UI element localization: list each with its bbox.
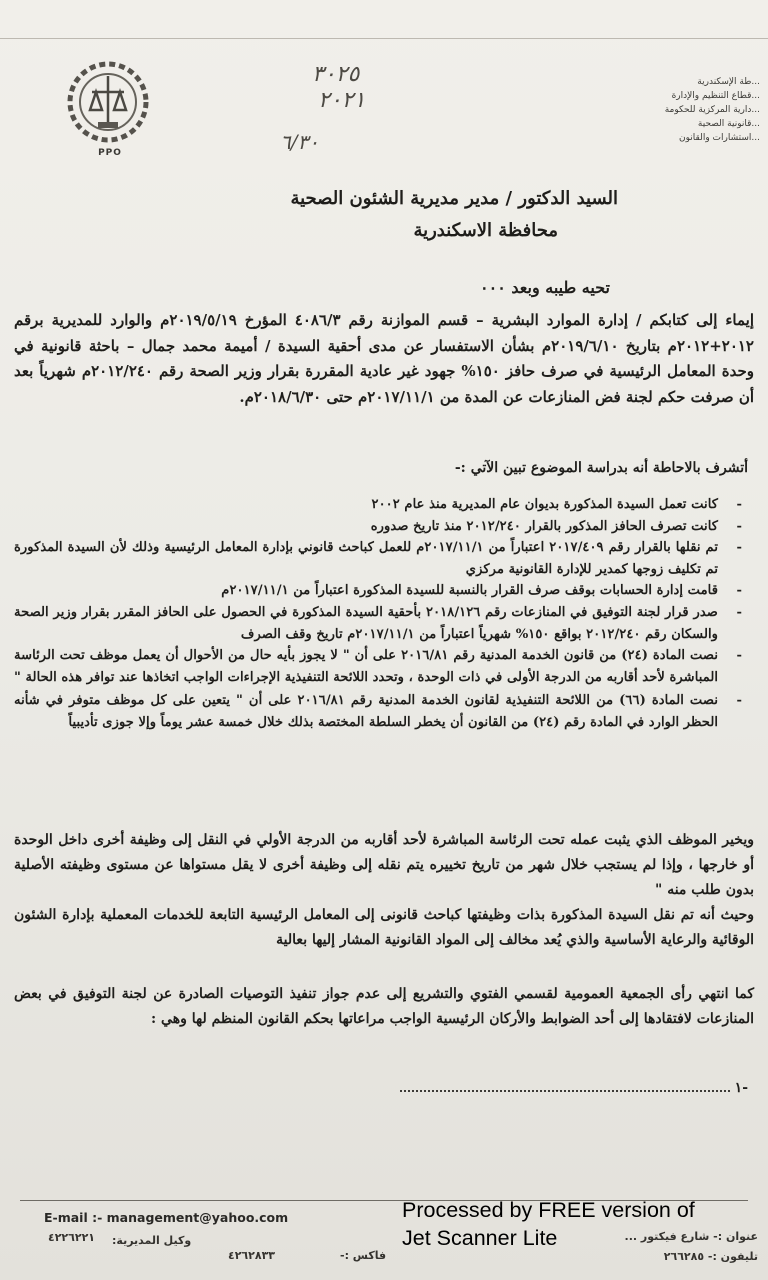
org-line: ...دارية المركزية للحكومة (664, 105, 760, 115)
list-number: -١ (734, 1080, 748, 1096)
list-item: - تم نقلها بالقرار رقم ٢٠١٧/٤٠٩ اعتباراً من ٢٠١٧/١١/١م للعمل كباحث قانوني بإدارة المعامل الرئيسية وذلك لأن السيدة المذكورة تم تكليف زوجها كمدير للإدارة القانونية مركزي (14, 540, 742, 577)
org-line: ...قطاع التنظيم والإدارة (671, 91, 760, 101)
dotted-fill-line (400, 1090, 730, 1092)
org-line: ...طة الإسكندرية (697, 77, 760, 87)
list-item: - نصت المادة (٦٦) من اللائحة التنفيذية لقانون الخدمة المدنية رقم ٢٠١٦/٨١ على أن " يتعين على كل موظف متوفر في شأنه الحظر الوارد في المادة رقم (٢٤) من القانون أن يخطر السلطة المختصة بذلك خلال خمسة عشر يوماً وإلا جوزى تأديبياً (14, 693, 742, 730)
page-edge-line (0, 38, 768, 39)
list-item-text: نصت المادة (٦٦) من اللائحة التنفيذية لقانون الخدمة المدنية رقم ٢٠١٦/٨١ على أن " يتعين على كل موظف متوفر في شأنه الحظر الوارد في المادة رقم (٢٤) من القانون أن يخطر السلطة المختصة بذلك خلال خمسة عشر يوماً وإلا جوزى تأديبياً (14, 693, 718, 730)
body-paragraph: ويخير الموظف الذي يثبت عمله تحت الرئاسة المباشرة لأحد أقاربه من الدرجة الأولي في النقل إلى وظيفة أخرى داخل الوحدة أو خارجها ، وإذا لم يستجب خلال شهر من تاريخ تخييره يتم نقله إلى وظيفة أخرى لا يقل مستواها عن مستوى وظيفته الأصلية بدون طلب منه " (14, 832, 754, 898)
list-item: - قامت إدارة الحسابات بوقف صرف القرار بالنسبة للسيدة المذكورة اعتباراً من ٢٠١٧/١١/١م (221, 583, 742, 599)
handwritten-number: ٣٠٢٥ (312, 62, 360, 87)
handwritten-number: ٦/٣٠ (280, 130, 319, 154)
footer-address: عنوان :- شارع فيكتور ... (624, 1230, 758, 1243)
findings-lead: أتشرف بالاحاطة أنه بدراسة الموضوع تبين الآتي :- (454, 460, 748, 476)
greeting: تحيه طيبه وبعد ٠٠٠ (480, 278, 610, 297)
addressee-line: السيد الدكتور / مدير مديرية الشئون الصحية (290, 188, 618, 209)
list-item: - كانت تعمل السيدة المذكورة بديوان عام المديرية منذ عام ٢٠٠٢ (371, 497, 742, 512)
org-line: ...قانونية الصحية (697, 119, 760, 129)
list-item: - كانت تصرف الحافز المذكور بالقرار ٢٠١٢/٢٤٠ منذ تاريخ صدوره (370, 518, 742, 534)
footer-email: E-mail :- management@yahoo.com (44, 1210, 289, 1225)
logo-caption: PPO (98, 148, 122, 158)
list-item-text: نصت المادة (٢٤) من قانون الخدمة المدنية رقم ٢٠١٦/٨١ على أن " لا يجوز بأيه حال من الأحوال أن يعمل موظف تحت الرئاسة المباشرة لأحد أقاربه من الدرجة الأولى في ذات الوحدة ، وتحدد اللائحة التنفيذية الإجراءات الواجب اتخاذها عند توافر هذه الحالة " (14, 648, 718, 685)
footer-telephone: تليفون :- ٢٦٦٢٨٥ (663, 1250, 758, 1263)
handwritten-number: ٢٠٢١ (318, 88, 366, 113)
footer-phone: ٤٢٦٢٨٣٣ (228, 1249, 275, 1262)
scanner-watermark (402, 1196, 762, 1252)
list-item-text: صدر قرار لجنة التوفيق في المنازعات رقم ٢٠١٨/١٢٦ بأحقية السيدة المذكورة في الحصول على الحافز المقرر بقرار وزير الصحة والسكان رقم ٢٠١٢/٢٤٠ بواقع ١٥٠% شهرياً اعتباراً من ٢٠١٧/١١/١م تاريخ وقف الصرف (14, 604, 718, 642)
findings-list (14, 494, 746, 734)
intro-paragraph: إيماء إلى كتابكم / إدارة الموارد البشرية – قسم الموازنة رقم ٤٠٨٦/٣ المؤرخ ٢٠١٩/٥/١٩م والوارد للمديرية برقم ٢٠١٢+٢٠١٢م بتاريخ ٢٠١٩/٦/١٠م بشأن الاستفسار عن مدى أحقية السيدة / أميمة محمد جمال – باحثة قانونية في وحدة المعامل الرئيسية في صرف حافز ١٥٠% جهود غير عادية المقررة بقرار وزير الصحة رقم ٢٠١٢/٢٤٠م شهرياً بعد أن صرفت حكم لجنة فض المنازعات عن المدة من ٢٠١٧/١١/١م حتى ٢٠١٨/٦/٣٠م. (14, 311, 754, 406)
addressee-line: محافظة الاسكندرية (413, 220, 558, 241)
body-paragraph: وحيث أنه تم نقل السيدة المذكورة بذات وظيفتها كباحث قانونى إلى المعامل الرئيسية التابعة للخدمات المعملية بإدارة الشئون الوقائية والرعاية الأساسية والذي يُعد مخالف إلى المواد القانونية المشار إليها بعالية (14, 907, 754, 948)
list-item: - صدر قرار لجنة التوفيق في المنازعات رقم ٢٠١٨/١٢٦ بأحقية السيدة المذكورة في الحصول على الحافز المقرر بقرار وزير الصحة والسكان رقم ٢٠١٢/٢٤٠ بواقع ١٥٠% شهرياً اعتباراً من ٢٠١٧/١١/١م تاريخ وقف الصرف (14, 604, 742, 642)
footer-phone: ٤٢٢٦٢٢١ (48, 1231, 95, 1244)
footer-fax-label: فاكس :- (340, 1249, 387, 1262)
footer-agent-label: وكيل المديرية: (112, 1234, 192, 1247)
organization-header (660, 75, 760, 145)
watermark-line: Processed by FREE version of (402, 1198, 695, 1222)
list-item-text: كانت تصرف الحافز المذكور بالقرار ٢٠١٢/٢٤٠ منذ تاريخ صدوره (370, 518, 718, 534)
addressee-block (290, 183, 618, 247)
list-item-text: كانت تعمل السيدة المذكورة بديوان عام المديرية منذ عام ٢٠٠٢ (371, 497, 718, 512)
list-item-text: قامت إدارة الحسابات بوقف صرف القرار بالنسبة للسيدة المذكورة اعتباراً من ٢٠١٧/١١/١م (221, 583, 718, 599)
list-item-text: تم نقلها بالقرار رقم ٢٠١٧/٤٠٩ اعتباراً من ٢٠١٧/١١/١م للعمل كباحث قانوني بإدارة المعامل الرئيسية وذلك لأن السيدة المذكورة تم تكليف زوجها كمدير للإدارة القانونية مركزي (14, 540, 718, 577)
body-paragraph: كما انتهي رأى الجمعية العمومية لقسمي الفتوي والتشريع إلى عدم جواز تنفيذ التوصيات الصادرة عن لجنة التوفيق في بعض المنازعات لافتقادها إلى أحد الضوابط والأركان الرئيسية الواجب مراعاتها بحكم القانون المنظم لها وهي : (14, 986, 754, 1027)
ministry-seal-logo (62, 58, 154, 158)
org-line: ...استشارات والقانون (679, 133, 760, 143)
watermark-line: Jet Scanner Lite (402, 1226, 558, 1250)
list-item: - نصت المادة (٢٤) من قانون الخدمة المدنية رقم ٢٠١٦/٨١ على أن " لا يجوز بأيه حال من الأحوال أن يعمل موظف تحت الرئاسة المباشرة لأحد أقاربه من الدرجة الأولى في ذات الوحدة ، وتحدد اللائحة التنفيذية الإجراءات الواجب اتخاذها عند توافر هذه الحالة " (14, 648, 742, 685)
